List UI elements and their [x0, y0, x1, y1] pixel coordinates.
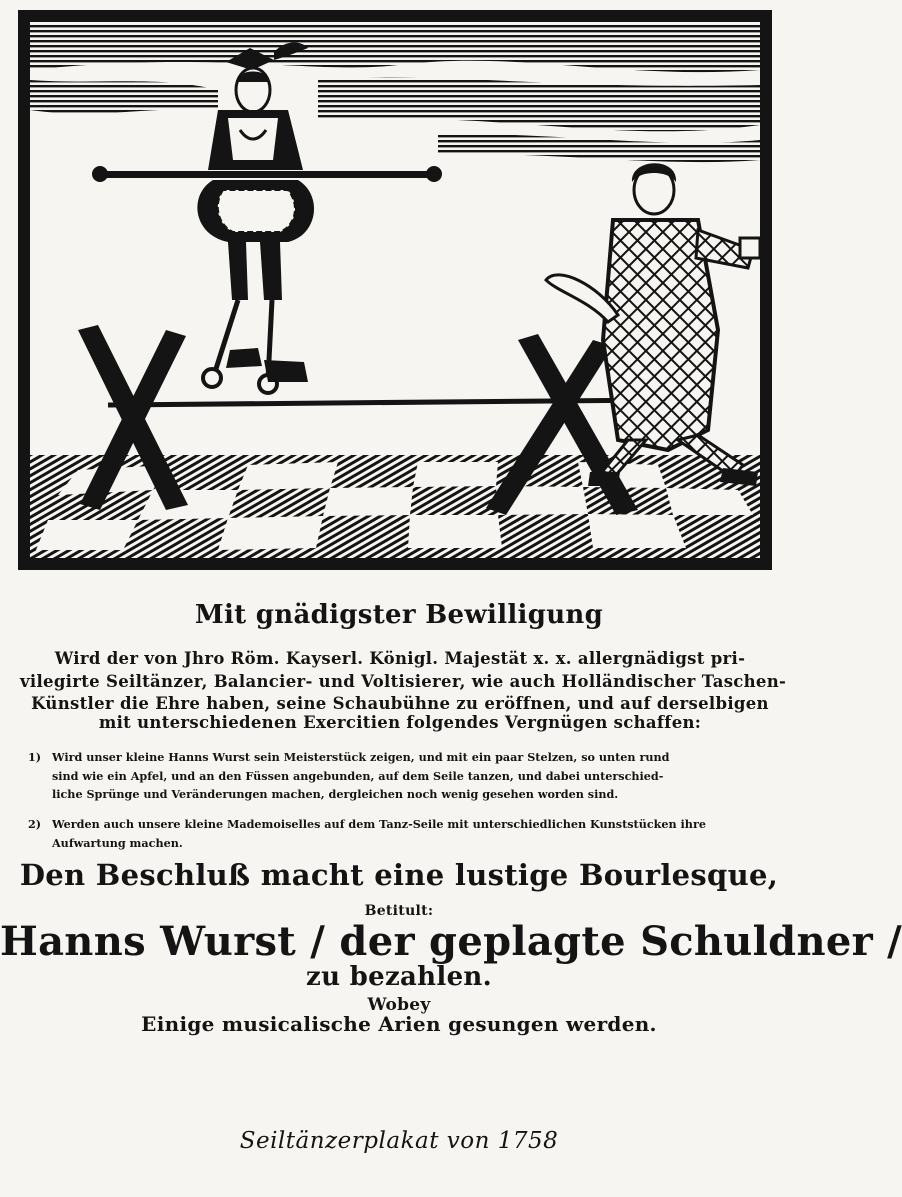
item-line: liche Sprünge und Veränderungen machen, dergleichen noch wenig gesehen worden sind. — [52, 787, 619, 801]
program-item-1 — [28, 748, 669, 766]
intro-line: Künstler die Ehre haben, seine Schaubühne zu eröffnen, und auf derselbigen — [31, 694, 769, 713]
titled-label: Betitult: — [364, 903, 434, 919]
item-number: 2) — [28, 817, 42, 831]
item-line: Wird unser kleine Hanns Wurst sein Meisterstück zeigen, und mit ein paar Stelzen, so unten rund — [52, 750, 670, 764]
play-title: Hanns Wurst / der geplagte Schuldner / — [0, 918, 902, 965]
item-line: Werden auch unsere kleine Mademoiselles auf dem Tanz-Seile mit unterschiedlichen Kunststücken ihre — [52, 817, 706, 831]
poster-heading: Mit gnädigster Bewilligung — [194, 600, 604, 630]
intro-line: vilegirte Seiltänzer, Balancier- und Voltisierer, wie auch Holländischer Taschen- — [20, 672, 787, 691]
wobey-label: Wobey — [367, 995, 431, 1015]
item-number: 1) — [28, 750, 42, 764]
item-line: Aufwartung machen. — [52, 836, 183, 850]
woodcut-illustration — [18, 10, 772, 570]
arias-line: Einige musicalische Arien gesungen werden. — [141, 1012, 657, 1036]
closing-line: Den Beschluß macht eine lustige Bourlesque, — [19, 858, 779, 892]
intro-line: Wird der von Jhro Röm. Kayserl. Königl. Majestät x. x. allergnädigst pri- — [54, 649, 746, 668]
checkered-floor — [30, 455, 760, 558]
image-caption: Seiltänzerplakat von 1758 — [239, 1128, 559, 1154]
program-item-2 — [28, 815, 706, 833]
play-subtitle: zu bezahlen. — [306, 962, 492, 992]
item-line: sind wie ein Apfel, und an den Füssen angebunden, auf dem Seile tanzen, und dabei unterschied- — [52, 769, 664, 783]
intro-line: mit unterschiedenen Exercitien folgendes Vergnügen schaffen: — [98, 713, 702, 732]
